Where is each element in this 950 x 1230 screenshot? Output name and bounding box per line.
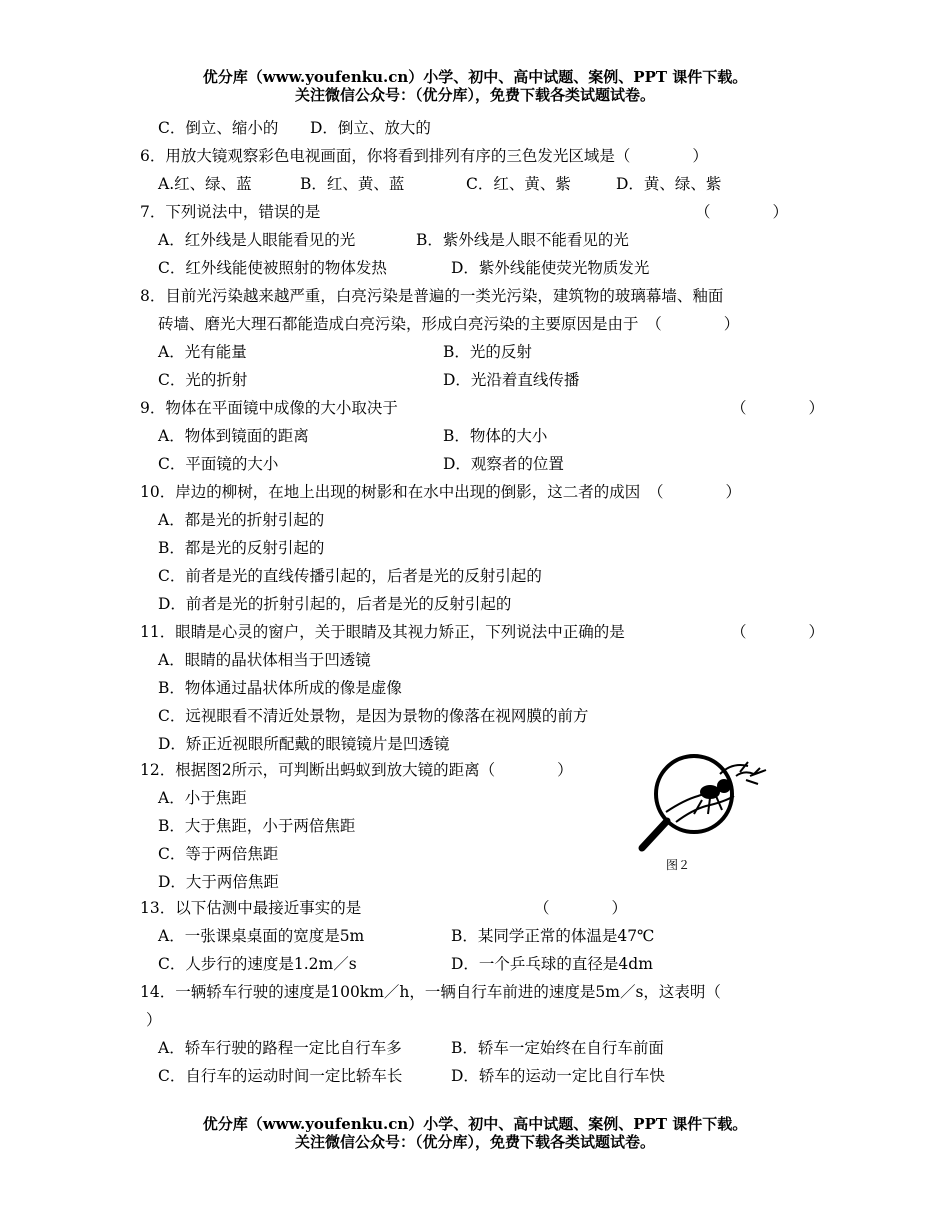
q10-option-c: C．前者是光的直线传播引起的，后者是光的反射引起的 [158, 567, 542, 585]
q12-option-d: D．大于两倍焦距 [158, 873, 279, 891]
q12-option-a: A．小于焦距 [158, 789, 247, 807]
q7-option-b: B．紫外线是人眼不能看见的光 [416, 231, 629, 249]
q14-stem-line-2: ） [146, 1011, 162, 1029]
q10-stem: 10．岸边的柳树，在地上出现的树影和在水中出现的倒影，这二者的成因 （ ） [140, 483, 741, 501]
q6-option-b: B．红、黄、蓝 [300, 175, 405, 193]
q9-stem: 9．物体在平面镜中成像的大小取决于 [140, 399, 398, 417]
q9-answer-paren: （ ） [731, 399, 825, 417]
q11-option-c: C．远视眼看不清近处景物，是因为景物的像落在视网膜的前方 [158, 707, 589, 725]
header-line-2: 关注微信公众号：（优分库），免费下载各类试题试卷。 [294, 86, 655, 104]
q13-stem: 13．以下估测中最接近事实的是 [140, 899, 362, 917]
q9-option-d: D．观察者的位置 [443, 455, 564, 473]
q8-stem-line-1: 8．目前光污染越来越严重，白亮污染是普遍的一类光污染，建筑物的玻璃幕墙、釉面 [140, 287, 724, 305]
q14-option-b: B．轿车一定始终在自行车前面 [451, 1039, 664, 1057]
q13-option-c: C．人步行的速度是1.2m／s [158, 955, 357, 973]
q6-option-a: A.红、绿、蓝 [158, 175, 252, 193]
q9-option-b: B．物体的大小 [443, 427, 548, 445]
q5-option-c: C．倒立、缩小的 [158, 119, 279, 137]
q9-option-a: A．物体到镜面的距离 [158, 427, 309, 445]
q8-option-a: A．光有能量 [158, 343, 247, 361]
q14-option-a: A．轿车行驶的路程一定比自行车多 [158, 1039, 402, 1057]
q10-option-b: B．都是光的反射引起的 [158, 539, 325, 557]
q8-option-d: D．光沿着直线传播 [443, 371, 580, 389]
q13-answer-paren: （ ） [534, 899, 628, 917]
footer-line-1: 优分库（www.youfenku.cn）小学、初中、高中试题、案例、PPT 课件下载。 [202, 1115, 748, 1133]
q11-option-a: A．眼睛的晶状体相当于凹透镜 [158, 651, 371, 669]
q7-stem: 7．下列说法中，错误的是 [140, 203, 321, 221]
q7-answer-paren: （ ） [695, 203, 789, 221]
magnifier-ant-figure [636, 752, 776, 852]
q8-option-c: C．光的折射 [158, 371, 248, 389]
q9-option-c: C．平面镜的大小 [158, 455, 279, 473]
q12-option-c: C．等于两倍焦距 [158, 845, 279, 863]
q11-answer-paren: （ ） [731, 623, 825, 641]
page-header [0, 68, 950, 104]
q8-stem-line-2: 砖墙、磨光大理石都能造成白亮污染，形成白亮污染的主要原因是由于 （ ） [158, 315, 740, 333]
q7-option-c: C．红外线能使被照射的物体发热 [158, 259, 387, 277]
q8-option-b: B．光的反射 [443, 343, 532, 361]
figure-caption: 图２ [666, 858, 691, 872]
q6-stem: 6．用放大镜观察彩色电视画面，你将看到排列有序的三色发光区域是（ ） [140, 147, 708, 165]
footer-line-2: 关注微信公众号：（优分库），免费下载各类试题试卷。 [294, 1133, 655, 1151]
q7-option-a: A．红外线是人眼能看见的光 [158, 231, 356, 249]
q11-stem: 11．眼睛是心灵的窗户，关于眼睛及其视力矫正，下列说法中正确的是 [140, 623, 625, 641]
header-line-1: 优分库（www.youfenku.cn）小学、初中、高中试题、案例、PPT 课件下载。 [202, 68, 748, 86]
q13-option-a: A．一张课桌桌面的宽度是5m [158, 927, 365, 945]
page-footer [0, 1115, 950, 1151]
q10-option-a: A．都是光的折射引起的 [158, 511, 325, 529]
q6-option-c: C．红、黄、紫 [466, 175, 571, 193]
q13-option-b: B．某同学正常的体温是47℃ [451, 927, 655, 945]
q10-option-d: D．前者是光的折射引起的，后者是光的反射引起的 [158, 595, 512, 613]
q14-option-d: D．轿车的运动一定比自行车快 [451, 1067, 665, 1085]
q11-option-b: B．物体通过晶状体所成的像是虚像 [158, 679, 402, 697]
q11-option-d: D．矫正近视眼所配戴的眼镜镜片是凹透镜 [158, 735, 450, 753]
ant-icon [666, 762, 766, 822]
q12-option-b: B．大于焦距，小于两倍焦距 [158, 817, 356, 835]
q6-option-d: D．黄、绿、紫 [616, 175, 722, 193]
q13-option-d: D．一个乒乓球的直径是4dm [451, 955, 653, 973]
q7-option-d: D．紫外线能使荧光物质发光 [451, 259, 650, 277]
q5-option-d: D．倒立、放大的 [310, 119, 431, 137]
q12-stem: 12．根据图2所示，可判断出蚂蚁到放大镜的距离（ ） [140, 761, 573, 779]
q14-option-c: C．自行车的运动时间一定比轿车长 [158, 1067, 403, 1085]
q14-stem-line-1: 14．一辆轿车行驶的速度是100km／h，一辆自行车前进的速度是5m／s，这表明（ [140, 983, 721, 1001]
